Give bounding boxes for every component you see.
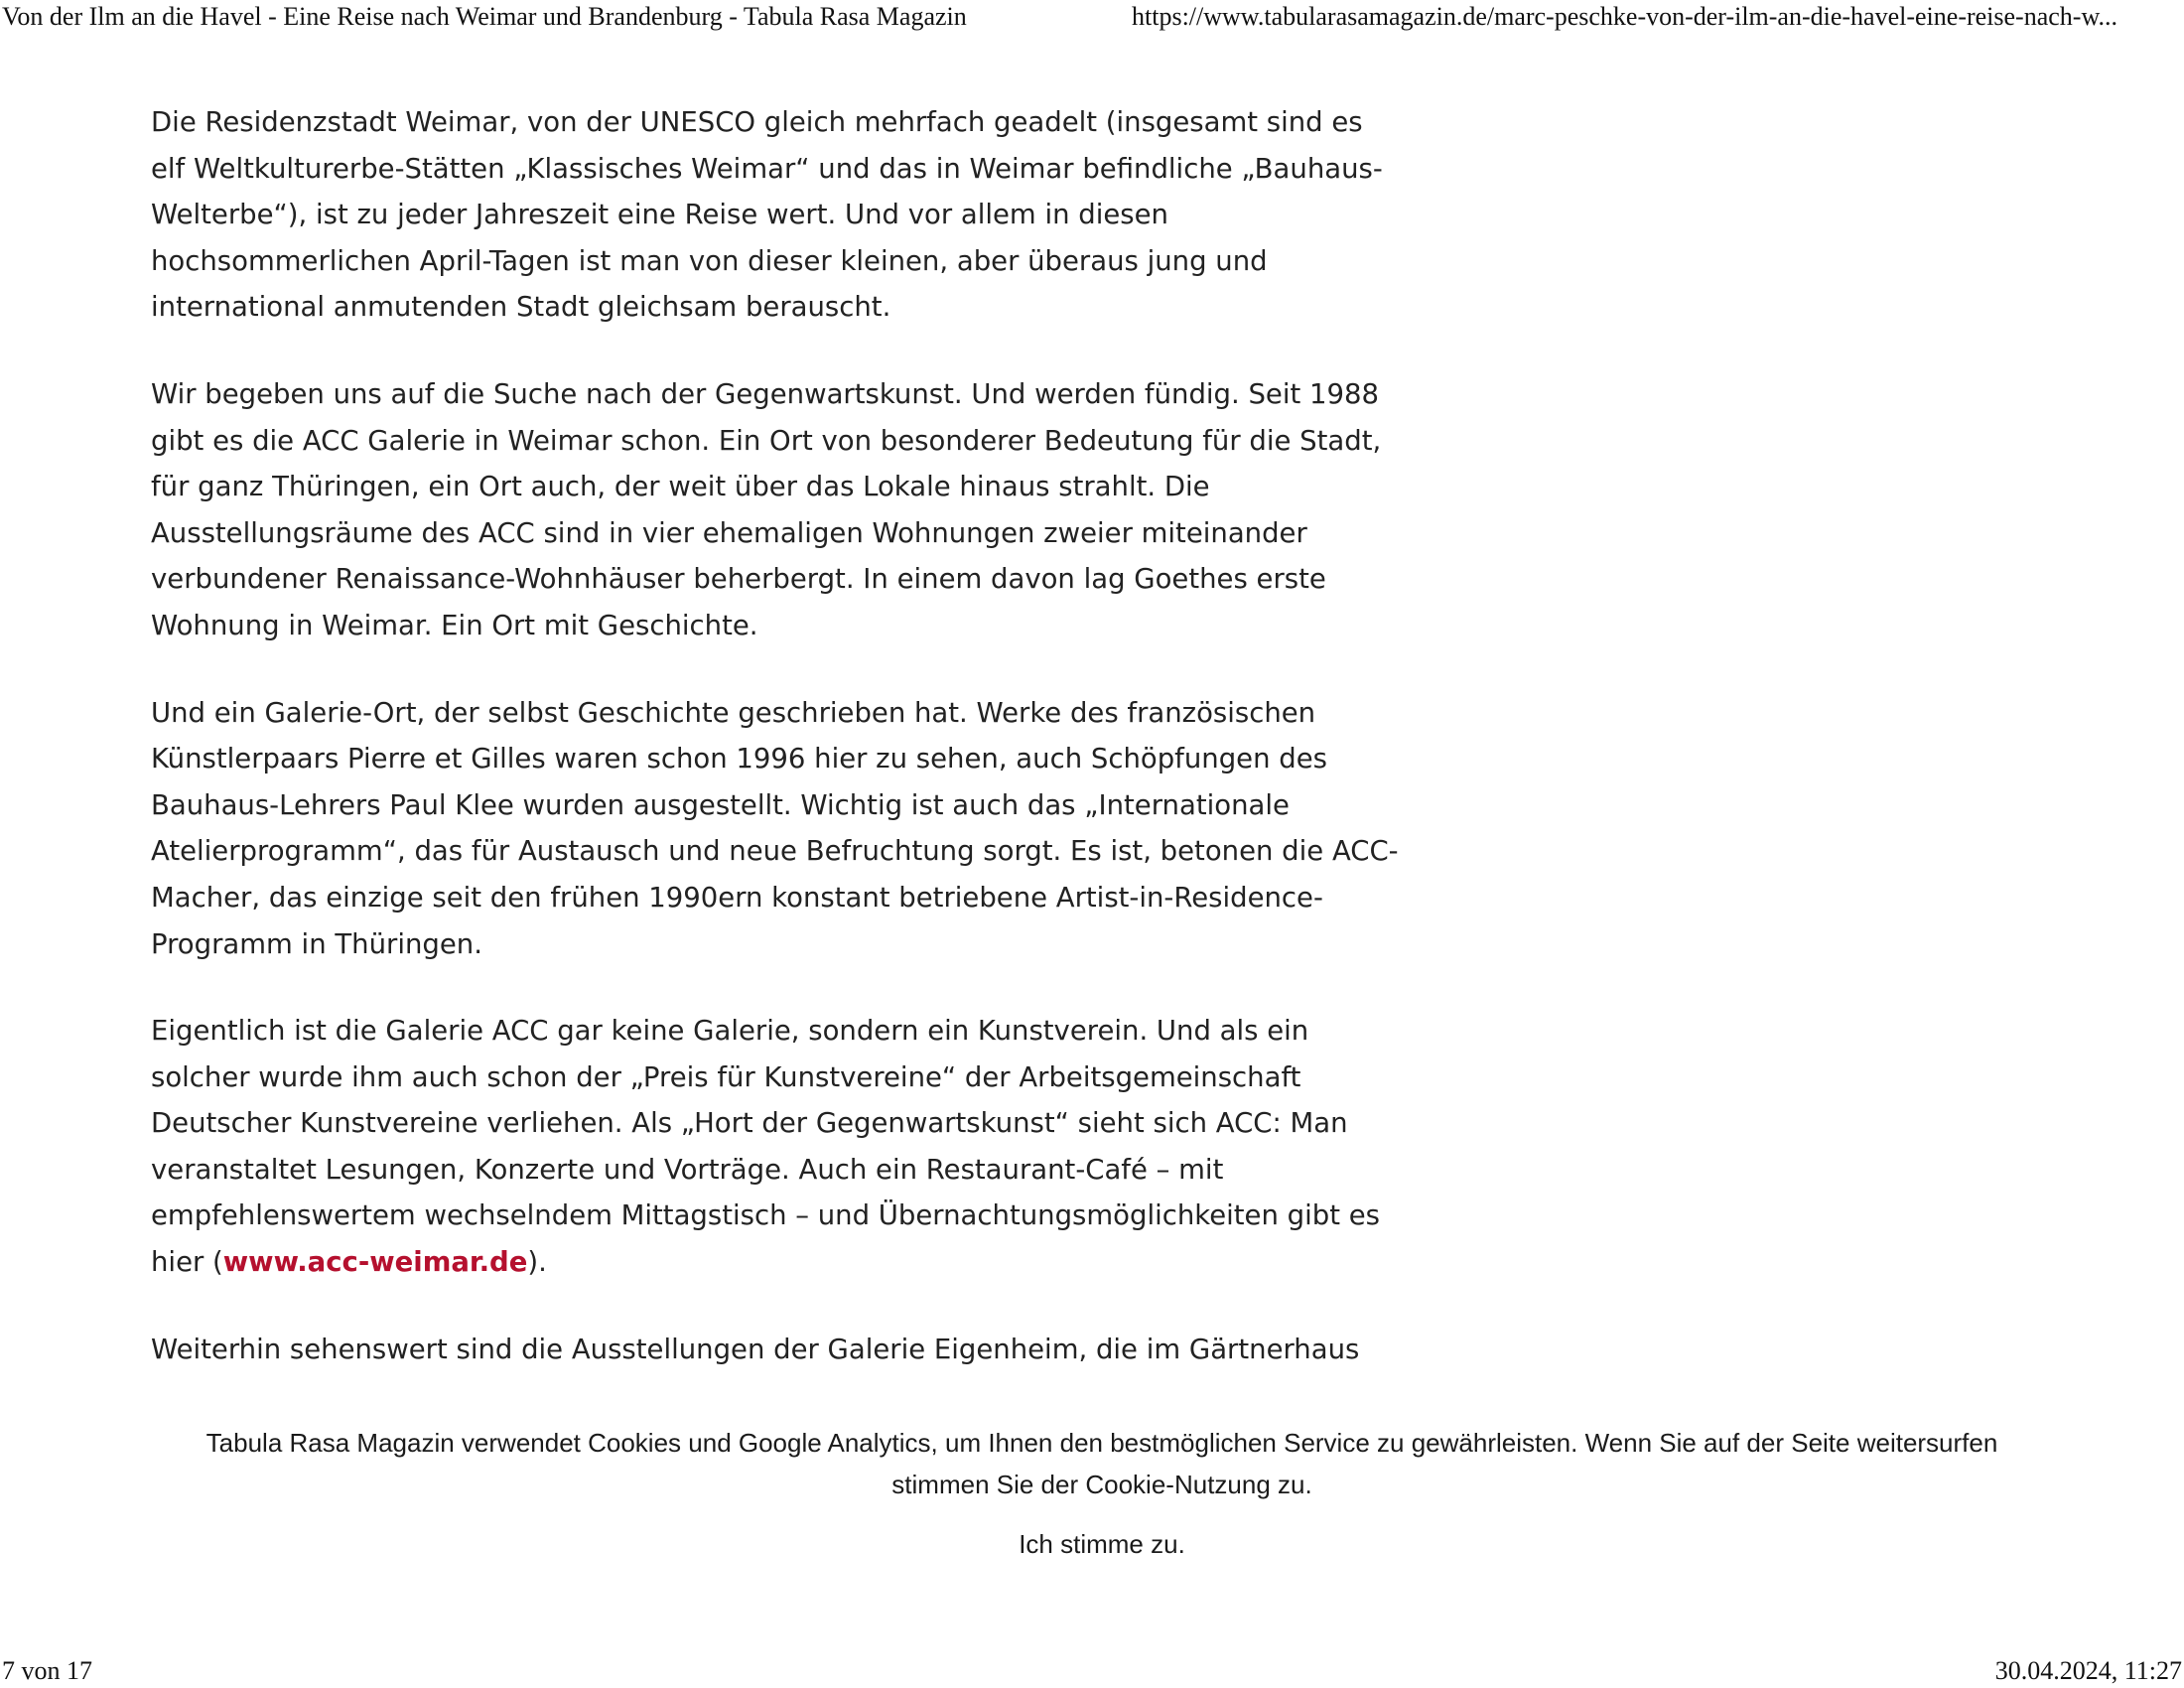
page-title: Von der Ilm an die Havel - Eine Reise nach Weimar und Brandenburg - Tabula Rasa Magazin	[2, 2, 967, 31]
print-footer	[0, 1656, 2184, 1688]
article-paragraph	[151, 1008, 1402, 1286]
article-paragraph: Weiterhin sehenswert sind die Ausstellungen der Galerie Eigenheim, die im Gärtnerhaus	[151, 1333, 1360, 1365]
article-paragraph: Und ein Galerie-Ort, der selbst Geschichte geschrieben hat. Werke des französischen Künstlerpaars Pierre et Gilles waren schon 1996 hier zu sehen, auch Schöpfungen des Bauhaus-Lehrers Paul Klee wurden ausgestellt. Wichtig ist auch das „Internationale Atelierprogramm“, das für Austausch und neue Befruchtung sorgt. Es ist, betonen die ACC-Macher, das einzige seit den frühen 1990ern konstant betriebene Artist-in-Residence-Programm in Thüringen.	[151, 696, 1399, 960]
article-paragraph: Wir begeben uns auf die Suche nach der Gegenwartskunst. Und werden fündig. Seit 1988 gibt es die ACC Galerie in Weimar schon. Ein Ort von besonderer Bedeutung für die Stadt, für ganz Thüringen, ein Ort auch, der weit über das Lokale hinaus strahlt. Die Ausstellungsräume des ACC sind in vier ehemaligen Wohnungen zweier miteinander verbundener Renaissance-Wohnhäuser beherbergt. In einem davon lag Goethes erste Wohnung in Weimar. Ein Ort mit Geschichte.	[151, 377, 1382, 641]
print-header	[0, 2, 2184, 38]
cookie-message: Tabula Rasa Magazin verwendet Cookies und Google Analytics, um Ihnen den bestmöglichen Service zu gewährleisten. Wenn Sie auf der Seite weitersurfen stimmen Sie der Cookie-Nutzung zu.	[205, 1428, 1998, 1499]
cookie-accept-button[interactable]: Ich stimme zu.	[1019, 1529, 1185, 1559]
article-body	[151, 99, 1402, 1390]
acc-weimar-link[interactable]: www.acc-weimar.de	[222, 1246, 528, 1279]
article-paragraph: Die Residenzstadt Weimar, von der UNESCO gleich mehrfach geadelt (insgesamt sind es elf Weltkulturerbe-Stätten „Klassisches Weimar“ und das in Weimar befindliche „Bauhaus-Welterbe“), ist zu jeder Jahreszeit eine Reise wert. Und vor allem in diesen hochsommerlichen April-Tagen ist man von dieser kleinen, aber überaus jung und international anmutenden Stadt gleichsam berauscht.	[151, 106, 1383, 324]
page-url: https://www.tabularasamagazin.de/marc-peschke-von-der-ilm-an-die-havel-eine-reise-nach-w...	[1132, 2, 2118, 31]
page-number: 7 von 17	[2, 1656, 92, 1685]
paragraph-text: Eigentlich ist die Galerie ACC gar keine Galerie, sondern ein Kunstverein. Und als ein solcher wurde ihm auch schon der „Preis für Kunstvereine“ der Arbeitsgemeinschaft Deutscher Kunstvereine verliehen. Als „Hort der Gegenwartskunst“ sieht sich ACC: Man veranstaltet Lesungen, Konzerte und Vorträge. Auch ein Restaurant-Café – mit empfehlenswertem wechselndem Mittagstisch – und Übernachtungsmöglichkeiten gibt es hier (	[151, 1015, 1380, 1279]
print-datetime: 30.04.2024, 11:27	[1994, 1656, 2182, 1685]
cookie-banner	[0, 1390, 2184, 1599]
paragraph-text-end: ).	[527, 1246, 547, 1279]
